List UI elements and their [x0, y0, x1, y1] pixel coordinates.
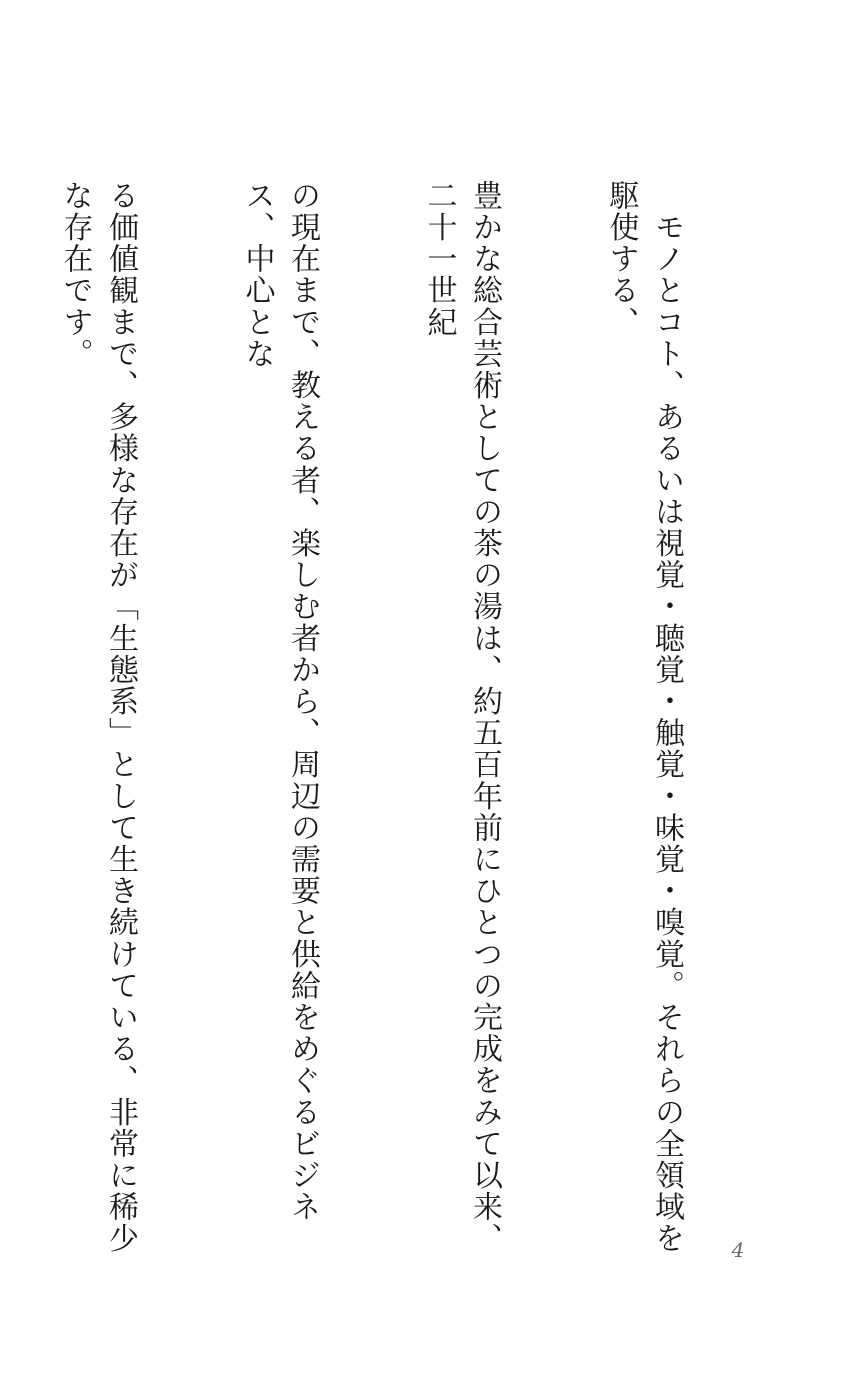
page-number: 4: [731, 1238, 745, 1262]
text-line: の現在まで、教える者、楽しむ者から、周辺の需要と供給をめぐるビジネス、中心とな: [239, 180, 320, 1223]
text-line: 豊かな総合芸術としての茶の湯は、約五百年前にひとつの完成をみて以来、二十一世紀: [421, 180, 502, 1255]
text-line: る価値観まで、多様な存在が「生態系」として生き続けている、非常に稀少な存在です。: [57, 180, 138, 1255]
text-line: モノとコト、あるいは視覚・聴覚・触覚・味覚・嗅覚。それらの全領域を駆使する、: [603, 180, 684, 1255]
vertical-text-block: [57, 180, 780, 1260]
